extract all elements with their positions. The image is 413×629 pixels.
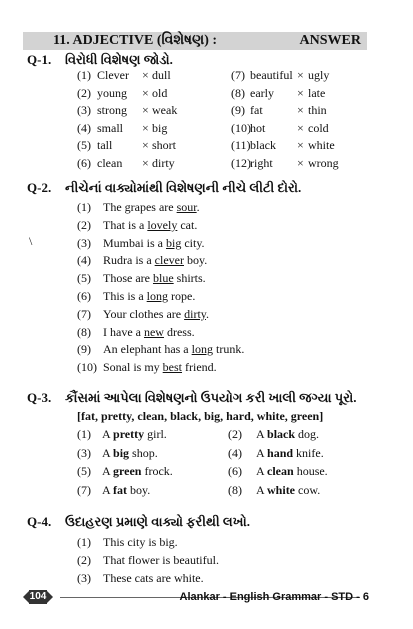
sentence-text: That is a xyxy=(103,217,148,232)
pair-word: early xyxy=(250,85,274,100)
adjective-underlined: new xyxy=(143,324,164,339)
blank-number: (5) xyxy=(77,464,91,478)
adjective-underlined: best xyxy=(162,360,183,375)
pair-word: fat xyxy=(250,103,263,118)
sentence xyxy=(103,236,205,251)
pair-number: (5) xyxy=(77,138,91,153)
sentence-text: city. xyxy=(181,235,205,250)
sentence-number: (7) xyxy=(77,306,91,321)
sentence-number: (6) xyxy=(77,289,91,303)
sentence-text: Mumbai is a xyxy=(103,235,166,250)
sentence-text: cow. xyxy=(295,482,321,497)
q1-title: વિરોધી વિશેષણ જોડો. xyxy=(65,52,173,67)
sentence-text: boy. xyxy=(183,253,208,268)
filled-adjective: fat xyxy=(113,482,128,497)
pair-word: tall xyxy=(97,138,113,153)
blank-number: (4) xyxy=(228,445,242,460)
adjective-underlined: lovely xyxy=(147,217,178,232)
cross-icon: × xyxy=(142,120,149,135)
cross-icon: × xyxy=(297,68,304,82)
page-number: 104 xyxy=(29,591,47,602)
filled-sentence xyxy=(102,483,150,498)
sentence-text: A xyxy=(102,482,114,497)
sentence xyxy=(103,271,206,286)
q3-word-bank: [fat, pretty, clean, black, big, hard, white, green] xyxy=(77,409,324,423)
page-number-badge xyxy=(23,589,53,605)
pair-number: (3) xyxy=(77,103,91,118)
sentence-text: house. xyxy=(293,464,328,478)
arrow-right-icon xyxy=(47,591,53,603)
sentence-text: A xyxy=(256,445,268,460)
pair-opposite: weak xyxy=(152,103,178,118)
chapter-header-bar xyxy=(23,32,367,50)
q3-title: કૌંસમાં આપેલા વિશેષણનો ઉપયોગ કરી ખાલી જગ્યા પૂરો. xyxy=(65,390,357,405)
sentence-text: Sonal is my xyxy=(103,360,163,375)
sentence: That flower is beautiful. xyxy=(103,553,219,567)
sentence-text: A xyxy=(102,427,114,441)
pair-word: young xyxy=(97,85,127,100)
sentence-text: friend. xyxy=(182,360,217,375)
filled-sentence xyxy=(102,427,167,442)
sentence-number: (1) xyxy=(77,200,91,214)
sentence-text: A xyxy=(256,482,268,497)
sentence-text: Rudra is a xyxy=(103,253,155,268)
sentence-text: boy. xyxy=(127,482,151,497)
sentence-text: This is a xyxy=(103,289,147,303)
blank-number: (8) xyxy=(228,482,242,497)
pair-opposite: ugly xyxy=(308,68,330,82)
pair-opposite: big xyxy=(152,120,168,135)
sentence xyxy=(103,325,195,340)
sentence-text: A xyxy=(102,445,114,460)
pair-opposite: late xyxy=(308,85,326,100)
adjective-underlined: big xyxy=(166,235,182,250)
pair-number: (6) xyxy=(77,156,91,170)
sentence-number: (2) xyxy=(77,553,91,567)
pair-opposite: dull xyxy=(152,68,171,82)
book-title: Alankar - English Grammar - STD - 6 xyxy=(179,591,369,603)
sentence-text: knife. xyxy=(293,445,324,460)
sentence-number: (1) xyxy=(77,535,91,549)
sentence-text: The grapes are xyxy=(103,200,177,214)
filled-adjective: pretty xyxy=(113,427,145,441)
sentence xyxy=(103,253,207,268)
sentence-text: . xyxy=(196,200,200,214)
stray-mark: \ xyxy=(29,234,33,248)
adjective-underlined: long xyxy=(191,342,213,357)
sentence-text: dress. xyxy=(163,324,195,339)
sentence xyxy=(103,307,209,322)
pair-word: black xyxy=(250,138,276,153)
cross-icon: × xyxy=(297,156,304,170)
filled-adjective: clean xyxy=(267,464,294,478)
q1-label: Q-1. xyxy=(27,52,52,67)
filled-sentence xyxy=(256,427,319,442)
cross-icon: × xyxy=(142,68,149,82)
adjective-underlined: dirty xyxy=(184,306,206,321)
filled-adjective: white xyxy=(267,482,296,497)
cross-icon: × xyxy=(142,138,149,153)
sentence xyxy=(103,218,197,233)
cross-icon: × xyxy=(297,120,304,135)
pair-word: clean xyxy=(97,156,123,170)
blank-number: (2) xyxy=(228,427,242,441)
adjective-underlined: sour xyxy=(176,200,197,214)
sentence xyxy=(103,289,195,304)
sentence-number: (8) xyxy=(77,324,91,339)
pair-opposite: white xyxy=(308,138,335,153)
filled-sentence xyxy=(102,446,158,461)
blank-number: (6) xyxy=(228,464,242,478)
sentence-text: I have a xyxy=(103,324,144,339)
pair-number: (1) xyxy=(77,68,91,82)
filled-sentence xyxy=(102,464,173,479)
cross-icon: × xyxy=(142,156,149,170)
filled-adjective: hand xyxy=(267,445,294,460)
sentence-text: A xyxy=(256,464,268,478)
blank-number: (1) xyxy=(77,427,91,441)
sentence-text: shop. xyxy=(129,445,158,460)
filled-sentence xyxy=(256,446,324,461)
sentence-text: . xyxy=(206,306,209,321)
pair-word: small xyxy=(97,120,123,135)
pair-number: (12) xyxy=(231,156,251,170)
sentence-number: (2) xyxy=(77,217,91,232)
filled-adjective: big xyxy=(113,445,130,460)
sentence-number: (3) xyxy=(77,235,91,250)
cross-icon: × xyxy=(297,138,304,153)
pair-word: strong xyxy=(97,103,127,118)
cross-icon: × xyxy=(297,103,304,118)
pair-number: (4) xyxy=(77,120,91,135)
pair-number: (9) xyxy=(231,103,245,118)
pair-number: (8) xyxy=(231,85,245,100)
filled-sentence xyxy=(256,464,328,479)
sentence xyxy=(103,200,200,215)
pair-opposite: dirty xyxy=(152,156,175,170)
pair-opposite: old xyxy=(152,85,168,100)
sentence-text: frock. xyxy=(141,464,173,478)
sentence-text: girl. xyxy=(144,427,167,441)
pair-word: beautiful xyxy=(250,68,293,82)
blank-number: (7) xyxy=(77,482,91,497)
q4-title: ઉદાહરણ પ્રમાણે વાક્યો ફરીથી લખો. xyxy=(65,514,250,529)
adjective-underlined: blue xyxy=(152,271,174,286)
filled-sentence xyxy=(256,483,320,498)
q2-title: નીચેનાં વાક્યોમાંથી વિશેષણની નીચે લીટી દોરો. xyxy=(65,180,302,195)
pair-opposite: wrong xyxy=(308,156,339,170)
cross-icon: × xyxy=(142,103,149,118)
sentence xyxy=(103,342,244,357)
sentence-number: (10) xyxy=(77,360,97,375)
answer-label: ANSWER xyxy=(299,33,361,48)
q4-label: Q-4. xyxy=(27,514,52,529)
q2-label: Q-2. xyxy=(27,180,52,195)
pair-opposite: cold xyxy=(308,120,329,135)
adjective-underlined: clever xyxy=(154,253,184,268)
chapter-title: 11. ADJECTIVE (વિશેષણ) : xyxy=(53,33,218,48)
sentence: This city is big. xyxy=(103,535,178,549)
sentence-number: (3) xyxy=(77,571,91,585)
sentence-text: trunk. xyxy=(212,342,245,357)
pair-number: (7) xyxy=(231,68,245,82)
cross-icon: × xyxy=(297,85,304,100)
sentence xyxy=(103,360,217,375)
pair-opposite: thin xyxy=(308,103,327,118)
sentence-text: dog. xyxy=(295,427,320,441)
sentence-text: A xyxy=(256,427,268,441)
pair-number: (2) xyxy=(77,85,91,100)
pair-word: hot xyxy=(250,120,266,135)
pair-number: (11) xyxy=(231,138,251,153)
sentence-number: (9) xyxy=(77,342,91,357)
sentence-text: An elephant has a xyxy=(103,342,192,357)
pair-word: Clever xyxy=(97,68,129,82)
sentence: These cats are white. xyxy=(103,571,204,585)
filled-adjective: black xyxy=(267,427,296,441)
cross-icon: × xyxy=(142,85,149,100)
pair-number: (10) xyxy=(231,120,251,135)
pair-opposite: short xyxy=(152,138,176,153)
adjective-underlined: long xyxy=(146,289,169,303)
sentence-text: A xyxy=(102,464,114,478)
sentence-text: rope. xyxy=(168,289,196,303)
filled-adjective: green xyxy=(113,464,142,478)
sentence-text: Those are xyxy=(103,271,153,286)
sentence-number: (5) xyxy=(77,271,91,286)
blank-number: (3) xyxy=(77,445,91,460)
q3-label: Q-3. xyxy=(27,390,52,405)
sentence-text: cat. xyxy=(177,217,198,232)
sentence-text: Your clothes are xyxy=(103,306,185,321)
sentence-text: shirts. xyxy=(173,271,206,286)
pair-word: right xyxy=(250,156,273,170)
sentence-number: (4) xyxy=(77,253,91,268)
